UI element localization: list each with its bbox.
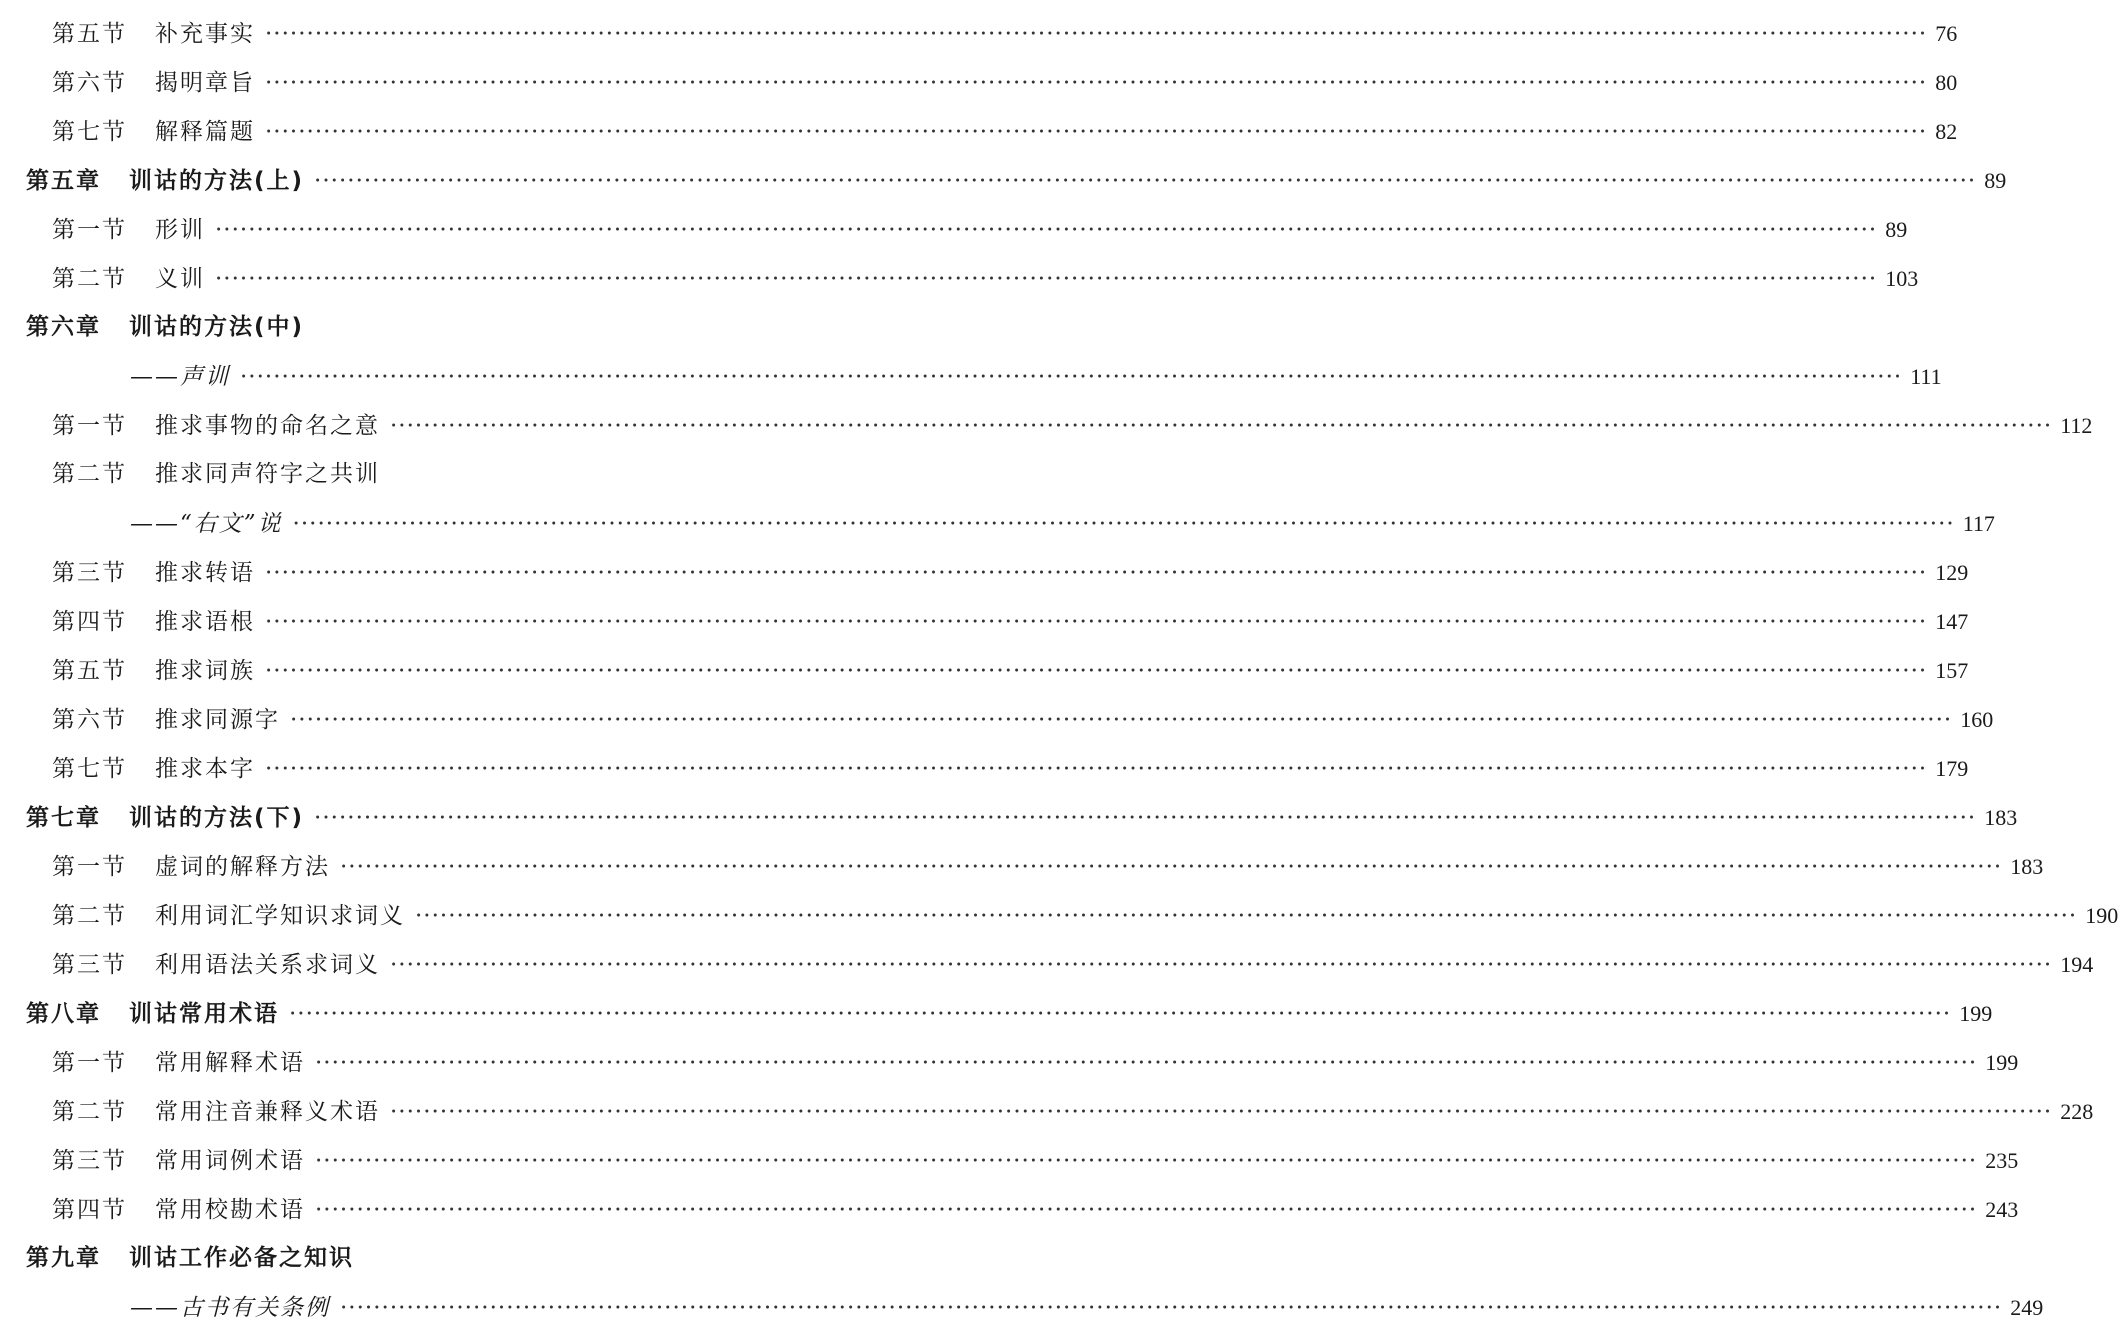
- toc-page-number: 103: [1885, 266, 1919, 291]
- toc-entry-number: 第一节: [52, 413, 127, 439]
- toc-entry-title: 补充事实: [155, 21, 255, 47]
- toc-entry-title: 推求同声符字之共训: [155, 461, 380, 487]
- toc-section-entry: [0, 891, 2118, 940]
- toc-page-number: 228: [2060, 1099, 2094, 1124]
- toc-page-number: 160: [1960, 707, 1994, 732]
- dot-leader: ········································································································································································································: [265, 560, 1928, 586]
- toc-entry-line: [26, 989, 1993, 1038]
- toc-section-entry: [0, 646, 1969, 695]
- toc-entry-title: 常用解释术语: [155, 1050, 305, 1076]
- toc-entry-line: [52, 107, 1958, 156]
- toc-section-entry: [0, 1038, 2019, 1087]
- toc-section-entry: [0, 940, 2094, 989]
- toc-entry-line: [130, 352, 1942, 401]
- toc-page-number: 243: [1985, 1197, 2019, 1222]
- dot-leader: ········································································································································································································: [265, 609, 1928, 635]
- toc-page-number: 82: [1935, 119, 1958, 144]
- toc-page-number: 89: [1885, 217, 1908, 242]
- toc-page-number: 117: [1962, 511, 1995, 536]
- toc-page-number: 199: [1985, 1050, 2019, 1075]
- toc-entry-title: 利用词汇学知识求词义: [155, 903, 405, 929]
- toc-page-number: 249: [2010, 1295, 2044, 1320]
- toc-page-number: 190: [2085, 903, 2118, 928]
- toc-entry-title: ——“右文”说: [130, 511, 283, 537]
- dot-leader: ········································································································································································································: [390, 413, 2053, 439]
- toc-entry-line: [52, 1136, 2019, 1185]
- toc-chapter-entry: [0, 989, 1993, 1038]
- toc-entry-number: 第五章: [26, 168, 101, 194]
- dot-leader: ········································································································································································································: [215, 266, 1878, 292]
- dot-leader: ········································································································································································································: [315, 1197, 1978, 1223]
- toc-entry-number: 第二节: [52, 461, 127, 487]
- toc-entry-line: [52, 450, 888, 499]
- toc-page-number: 112: [2060, 413, 2093, 438]
- toc-entry-number: 第四节: [52, 609, 127, 635]
- dot-leader: ········································································································································································································: [289, 1001, 1952, 1027]
- toc-entry-number: 第四节: [52, 1197, 127, 1223]
- toc-entry-line: [130, 1283, 2044, 1332]
- toc-section-entry: [0, 597, 1969, 646]
- dot-leader: ········································································································································································································: [390, 952, 2053, 978]
- toc-entry-line: [52, 1087, 2094, 1136]
- toc-entry-title: 推求事物的命名之意: [155, 413, 380, 439]
- toc-chapter-entry: [0, 303, 917, 352]
- toc-entry-line: [52, 205, 1908, 254]
- toc-entry-line: [52, 940, 2094, 989]
- toc-chapter-entry: [0, 1234, 917, 1283]
- toc-page-number: 80: [1935, 70, 1958, 95]
- dot-leader: ········································································································································································································: [415, 903, 2078, 929]
- toc-entry-number: 第七节: [52, 756, 127, 782]
- toc-entry-line: [52, 646, 1969, 695]
- dot-leader: ········································································································································································································: [290, 707, 1953, 733]
- toc-entry-line: [52, 695, 1994, 744]
- toc-entry-title: 训诂的方法(上): [129, 168, 305, 194]
- toc-section-entry: [0, 744, 1969, 793]
- toc-entry-line: [52, 254, 1919, 303]
- toc-page-number: 76: [1935, 21, 1958, 46]
- toc-entry-title: 训诂常用术语: [129, 1001, 279, 1027]
- toc-entry-number: 第六节: [52, 707, 127, 733]
- toc-entry-title: 形训: [155, 217, 205, 243]
- toc-entry-line: [26, 793, 2018, 842]
- toc-section-entry: [0, 1087, 2094, 1136]
- toc-entry-title: 推求转语: [155, 560, 255, 586]
- toc-section-entry: [0, 450, 917, 499]
- toc-entry-line: [52, 842, 2044, 891]
- toc-page-number: 183: [2010, 854, 2044, 879]
- dot-leader: ········································································································································································································: [240, 364, 1903, 390]
- toc-entry-title: 训诂的方法(下): [129, 805, 305, 831]
- toc-entry-line: [26, 1234, 888, 1283]
- toc-entry-title: 揭明章旨: [155, 70, 255, 96]
- toc-entry-line: [52, 1038, 2019, 1087]
- dot-leader: ········································································································································································································: [265, 756, 1928, 782]
- toc-page-number: 194: [2060, 952, 2094, 977]
- toc-page-number: 89: [1984, 168, 2007, 193]
- toc-entry-title: 推求本字: [155, 756, 255, 782]
- toc-entry-line: [52, 548, 1969, 597]
- toc-section-entry: [0, 842, 2044, 891]
- toc-entry-title: 推求词族: [155, 658, 255, 684]
- dot-leader: ········································································································································································································: [265, 70, 1928, 96]
- table-of-contents: [0, 9, 2118, 1332]
- toc-entry-line: [52, 401, 2093, 450]
- toc-entry-number: 第五节: [52, 658, 127, 684]
- toc-entry-number: 第二节: [52, 266, 127, 292]
- toc-entry-number: 第八章: [26, 1001, 101, 1027]
- toc-entry-line: [52, 58, 1958, 107]
- toc-entry-title: 训诂的方法(中): [129, 314, 305, 340]
- dot-leader: ········································································································································································································: [265, 119, 1928, 145]
- toc-page-number: 147: [1935, 609, 1969, 634]
- toc-entry-title: 利用语法关系求词义: [155, 952, 380, 978]
- toc-section-entry: [0, 1136, 2019, 1185]
- toc-entry-number: 第九章: [26, 1245, 101, 1271]
- toc-page-number: 199: [1959, 1001, 1993, 1026]
- toc-chapter-entry: [0, 156, 2007, 205]
- toc-entry-line: [52, 891, 2118, 940]
- toc-entry-title: 推求语根: [155, 609, 255, 635]
- toc-entry-line: [52, 597, 1969, 646]
- dot-leader: ········································································································································································································: [215, 217, 1878, 243]
- toc-section-entry: [0, 401, 2093, 450]
- dot-leader: ········································································································································································································: [340, 854, 2003, 880]
- toc-section-entry: [0, 1185, 2019, 1234]
- toc-entry-number: 第三节: [52, 1148, 127, 1174]
- toc-entry-line: [52, 744, 1969, 793]
- dot-leader: ········································································································································································································: [292, 511, 1955, 537]
- toc-page-number: 235: [1985, 1148, 2019, 1173]
- toc-section-entry: [0, 9, 1958, 58]
- toc-entry-number: 第七章: [26, 805, 101, 831]
- toc-subtitle-entry: [0, 1283, 2044, 1332]
- toc-entry-number: 第一节: [52, 217, 127, 243]
- toc-entry-title: 义训: [155, 266, 205, 292]
- toc-entry-title: 常用词例术语: [155, 1148, 305, 1174]
- toc-section-entry: [0, 548, 1969, 597]
- toc-entry-number: 第五节: [52, 21, 127, 47]
- toc-entry-title: ——古书有关条例: [130, 1295, 330, 1321]
- toc-section-entry: [0, 695, 1994, 744]
- dot-leader: ········································································································································································································: [340, 1295, 2003, 1321]
- toc-entry-title: 训诂工作必备之知识: [129, 1245, 354, 1271]
- toc-entry-title: 常用校勘术语: [155, 1197, 305, 1223]
- dot-leader: ········································································································································································································: [314, 168, 1977, 194]
- toc-subtitle-entry: [0, 499, 1995, 548]
- dot-leader: ········································································································································································································: [390, 1099, 2053, 1125]
- toc-page-number: 157: [1935, 658, 1969, 683]
- toc-entry-number: 第六章: [26, 314, 101, 340]
- dot-leader: ········································································································································································································: [265, 21, 1928, 47]
- toc-entry-line: [26, 303, 888, 352]
- toc-entry-number: 第二节: [52, 1099, 127, 1125]
- toc-entry-number: 第一节: [52, 854, 127, 880]
- toc-section-entry: [0, 58, 1958, 107]
- toc-section-entry: [0, 107, 1958, 156]
- toc-entry-title: 虚词的解释方法: [155, 854, 330, 880]
- toc-entry-number: 第二节: [52, 903, 127, 929]
- toc-section-entry: [0, 254, 1919, 303]
- dot-leader: ········································································································································································································: [315, 1050, 1978, 1076]
- toc-entry-line: [130, 499, 1995, 548]
- toc-entry-line: [26, 156, 2007, 205]
- toc-entry-number: 第三节: [52, 952, 127, 978]
- dot-leader: ········································································································································································································: [314, 805, 1977, 831]
- dot-leader: ········································································································································································································: [265, 658, 1928, 684]
- toc-chapter-entry: [0, 793, 2018, 842]
- toc-page-number: 129: [1935, 560, 1969, 585]
- toc-entry-title: 解释篇题: [155, 119, 255, 145]
- toc-entry-line: [52, 9, 1958, 58]
- toc-subtitle-entry: [0, 352, 1942, 401]
- dot-leader: ········································································································································································································: [315, 1148, 1978, 1174]
- toc-page-number: 111: [1910, 364, 1942, 389]
- toc-entry-title: 常用注音兼释义术语: [155, 1099, 380, 1125]
- toc-entry-title: 推求同源字: [155, 707, 280, 733]
- toc-page-number: 179: [1935, 756, 1969, 781]
- toc-section-entry: [0, 205, 1908, 254]
- toc-entry-number: 第七节: [52, 119, 127, 145]
- toc-entry-number: 第一节: [52, 1050, 127, 1076]
- toc-entry-number: 第六节: [52, 70, 127, 96]
- toc-page-number: 183: [1984, 805, 2018, 830]
- toc-entry-title: ——声训: [130, 364, 230, 390]
- toc-entry-line: [52, 1185, 2019, 1234]
- toc-entry-number: 第三节: [52, 560, 127, 586]
